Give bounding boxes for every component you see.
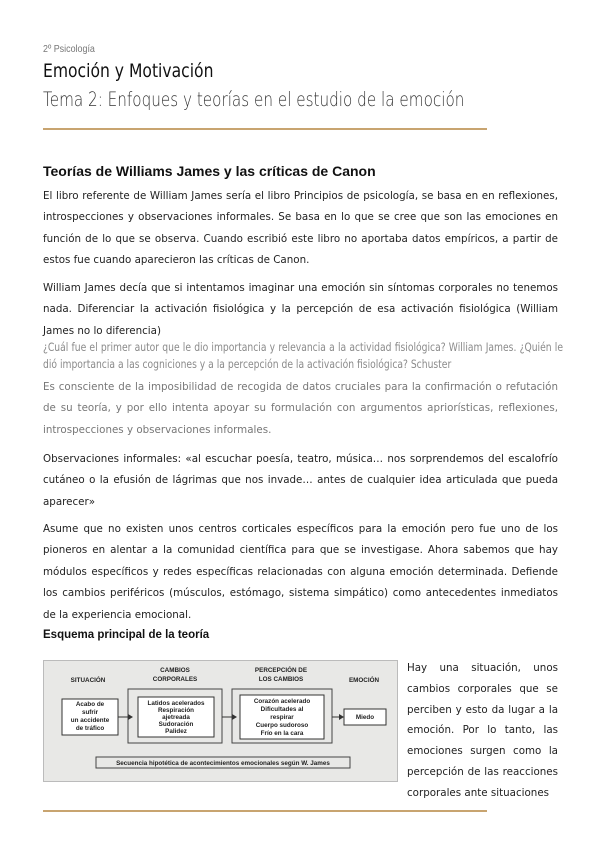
header-rule (43, 128, 487, 130)
arrow-2-head (232, 714, 237, 720)
diagram-col-cambios-2: CORPORALES (152, 676, 198, 683)
diagram-col-emocion: EMOCIÓN (348, 677, 380, 684)
arrow-1-head (128, 714, 133, 720)
diagram-box3-line: Cuerpo sudoroso (255, 722, 309, 729)
paragraph-james-book: El libro referente de William James sería el libro Principios de psicología, se basa en en reflexiones, introspecciones y observaciones informales. Se basa en lo que se cree que son las emociones en función de lo que se observa. Cuando escribió este libro no aportaba datos empíricos, a partir de estos fue cuando aparecieron las críticas de Canon. (43, 190, 558, 267)
diagram-box3-line: respirar (270, 714, 294, 721)
paragraph-james-bodily: William James decía que si intentamos imaginar una emoción sin síntomas corporales no tenemos nada. Diferenciar la activación fisiológica y la percepción de esa activación fisiológica (William James no lo diferencia) (43, 282, 558, 337)
diagram-col-cambios-1: CAMBIOS (160, 667, 190, 674)
diagram-box2-line: Latidos acelerados (147, 700, 205, 707)
scheme-title: Esquema principal de la teoría (43, 629, 210, 641)
scheme-explanation: Hay una situación, unos cambios corporales que se perciben y esto da lugar a la emoción. Por lo tanto, las emociones surgen como la percepción de las reacciones corporales ante situaciones (407, 662, 558, 799)
diagram-col-percepcion-1: PERCEPCIÓN DE (254, 667, 308, 674)
diagram-box1-line: un accidente (70, 717, 110, 724)
diagram-box2-line: Palidez (165, 728, 187, 735)
course-label: 2º Psicología (43, 43, 95, 55)
diagram-col-percepcion-2: LOS CAMBIOS (258, 676, 304, 683)
document-title: Emoción y Motivación (43, 60, 214, 82)
document-subtitle: Tema 2: Enfoques y teorías en el estudio de la emoción (43, 88, 465, 111)
diagram-box2-line: ajetreada (162, 714, 190, 721)
review-question: ¿Cuál fue el primer autor que le dio importancia y relevancia a la actividad fisiológica? William James. ¿Quién le dió importancia a las cogniciones y a la percepción de la activación fisiológica? Schuster (43, 340, 563, 371)
diagram-box3-line: Dificultades al (260, 706, 304, 713)
paragraph-gray: Es consciente de la imposibilidad de recogida de datos cruciales para la confirmación o refutación de su teoría, y por ello intenta apoyar su formulación con argumentos apriorísticas, reflexiones, introspecciones y observaciones informales. (43, 381, 558, 436)
diagram-box2-line: Respiración (157, 707, 195, 714)
diagram-box1-line: de tráfico (75, 725, 105, 732)
diagram-box3-line: Corazón acelerado (253, 698, 311, 705)
diagram-box3-line: Frío en la cara (260, 730, 304, 737)
diagram-box1-line: sufrir (81, 709, 99, 716)
paragraph-observations: Observaciones informales: «al escuchar poesía, teatro, música… nos sorprendemos del escalofrío cutáneo o la efusión de lágrimas que nos invade… antes de cualquier idea articulada que pueda aparecer» (43, 453, 558, 508)
james-diagram (43, 660, 398, 782)
diagram-caption: Secuencia hipotética de acontecimientos emocionales según W. James (116, 760, 330, 767)
diagram-box2-line: Sudoración (158, 721, 194, 728)
footer-rule (43, 810, 487, 812)
diagram-col-situacion: SITUACIÓN (70, 677, 106, 684)
section-title: Teorías de Williams James y las críticas de Canon (43, 163, 376, 179)
diagram-box1-line: Acabo de (75, 701, 105, 708)
paragraph-cortical: Asume que no existen unos centros corticales específicos para la emoción pero fue uno de los pioneros en alentar a la comunidad científica para que se investigase. Ahora sabemos que hay módulos específicos y redes específicas relacionadas con alguna emoción determinada. Defiende los cambios periféricos (músculos, estómago, sistema simpático) como antecedentes inmediatos de la experiencia emocional. (43, 523, 558, 621)
arrow-3-head (339, 714, 344, 720)
diagram-box4-label: Miedo (355, 714, 375, 721)
